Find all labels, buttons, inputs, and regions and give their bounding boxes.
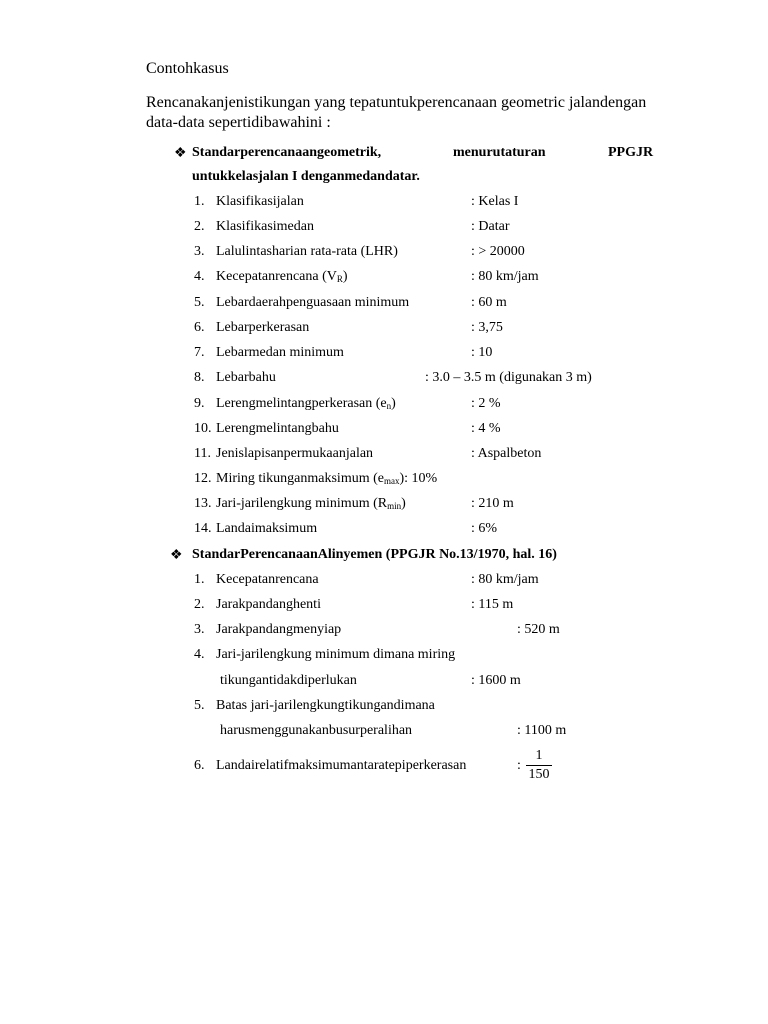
fraction-numerator: 1 xyxy=(535,748,543,763)
diamond-bullet-icon: ❖ xyxy=(170,548,183,563)
diamond-bullet-icon: ❖ xyxy=(174,146,187,161)
section1-title-line2: untukkelasjalan I denganmedandatar. xyxy=(192,169,420,184)
section1-title-a: Standarperencanaangeometrik, xyxy=(192,145,382,160)
section2-title: StandarPerencanaanAlinyemen (PPGJR No.13/1970, hal. 16) xyxy=(192,547,557,562)
fraction-bar xyxy=(526,765,552,766)
intro-paragraph: Rencanakanjenistikungan yang tepatuntukperencanaan geometric jalandengan data-data sepertidibawahini : xyxy=(146,94,647,131)
document-page: Contohkasus Rencanakanjenistikungan yang tepatuntukperencanaan geometric jalandengan data-data sepertidibawahini : ❖ Standarperencanaangeometrik, menurutaturan PPGJR untukkelasjalan I denganmedandatar. 1. Klasifikasijalan : Kelas I 2. Klasifikasimedan : Datar 3. Lalulintasharian rata-rata (LHR) : > 20000 4. Kecepatanrencana $(V_R)$ : 80 km/jam 5. Lebardaerahpenguasaan minimum : 60 m 6. Lebarperkerasan : 3,75 7. Lebarmedan minimum : 10 8. Lebarbahu : 3.0 – 3.5 m (digunakan 3 m) 9. Lerengmelintangperkerasan $(e_n)$ : 2 % 10. Lerengmelintangbahu : 4 % 11. Jenislapisanpermukaanjalan : Aspalbeton 12. Miring tikunganmaksimum $(e_{max})$: 10% 13. Jari-jarilengkung minimum $(R_{min})$ : 210 m 14. Landaimaksimum : 6% ❖ StandarPerencanaanAlinyemen (PPGJR No.13/1970, hal. 16) 1. Kecepatanrencana : 80 km/jam 2. Jarakpandanghenti : 115 m 3. Jarakpandangmenyiap : 520 m 4. Jari-jarilengkung minimum dimana miring tikungantidakdiperlukan : 1600 m 5. Batas jari-jarilengkungtikungandimana harusmenggunakanbusurperalihan : 1100 m 6. Landairelatifmaksimumantaratepiperkerasan : 1 150 xyxy=(0,0,768,1024)
section1-title-b: menurutaturan xyxy=(453,145,546,160)
fraction-denominator: 150 xyxy=(528,767,550,782)
document-heading: Contohkasus xyxy=(146,60,229,77)
section1-title-c: PPGJR xyxy=(608,145,654,160)
fraction xyxy=(526,748,552,783)
